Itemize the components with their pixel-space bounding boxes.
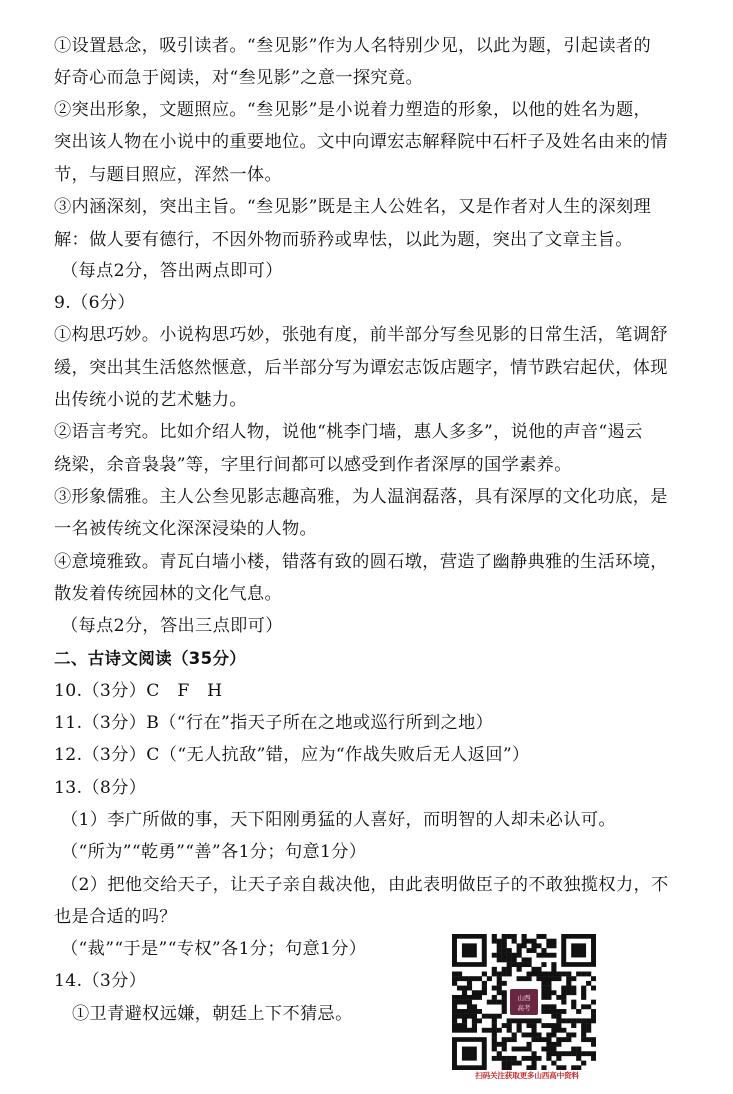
text-line: 绕梁，余音袅袅”等，字里行间都可以感受到作者深厚的国学素养。 (54, 455, 572, 475)
question-heading: 14.（3分） (54, 971, 147, 991)
text-line: ①卫青避权远嫌，朝廷上下不猜忌。 (72, 1004, 353, 1024)
text-line: ②语言考究。比如介绍人物，说他“桃李门墙，惠人多多”，说他的声音“遏云 (54, 422, 643, 442)
text-line: 也是合适的吗？ (54, 907, 177, 927)
text-line: （2）把他交给天子，让天子亲自裁决他，由此表明做臣子的不敢独揽权力，不 (61, 875, 669, 895)
question-heading: 11.（3分）B（“行在”指天子所在之地或巡行所到之地） (54, 713, 494, 733)
text-line: 散发着传统园林的文化气息。 (54, 584, 282, 604)
text-line: ①构思巧妙。小说构思巧妙，张弛有度，前半部分写叁见影的日常生活，笔调舒 (54, 325, 668, 345)
text-line: 缓，突出其生活悠然惬意，后半部分写为谭宏志饭店题字，情节跌宕起伏，体现 (54, 358, 668, 378)
text-line: （“所为”“乾勇”“善”各1分；句意1分） (61, 842, 367, 862)
text-line: ①设置悬念，吸引读者。“叁见影”作为人名特别少见，以此为题，引起读者的 (54, 36, 652, 56)
text-line: 节，与题目照应，浑然一体。 (54, 165, 282, 185)
question-heading: 9.（6分） (54, 293, 135, 313)
question-heading: 13.（8分） (54, 778, 147, 798)
text-line: 解：做人要有德行，不因外物而骄矜或卑怯，以此为题，突出了文章主旨。 (54, 230, 633, 250)
text-line: ③内涵深刻，突出主旨。“叁见影”既是主人公姓名，又是作者对人生的深刻理 (54, 197, 652, 217)
text-line: 一名被传统文化深深浸染的人物。 (54, 519, 318, 539)
question-heading: 10.（3分）C F H (54, 681, 223, 701)
qr-logo-text: 高考 (517, 1004, 531, 1012)
text-line: ③形象儒雅。主人公叁见影志趣高雅，为人温润磊落，具有深厚的文化功底，是 (54, 487, 668, 507)
text-line: （1）李广所做的事，天下阳刚勇猛的人喜好，而明智的人却未必认可。 (61, 810, 616, 830)
qr-caption: 扫码关注获取更多山西高中资料 (475, 1071, 579, 1080)
text-line: 出传统小说的艺术魅力。 (54, 390, 247, 410)
question-heading: 12.（3分）C（“无人抗敌”错，应为“作战失败后无人返回”） (54, 745, 530, 765)
text-line: 好奇心而急于阅读，对“叁见影”之意一探究竟。 (54, 68, 424, 88)
text-line: ④意境雅致。青瓦白墙小楼，错落有致的圆石墩，营造了幽静典雅的生活环境， (54, 552, 668, 572)
qr-code-icon[interactable] (452, 934, 596, 1070)
section-heading: 二、古诗文阅读（35分） (54, 649, 247, 668)
text-line: （每点2分，答出三点即可） (61, 616, 283, 636)
text-line: （“裁”“于是”“专权”各1分；句意1分） (61, 939, 367, 959)
text-line: ②突出形象，文题照应。“叁见影”是小说着力塑造的形象，以他的姓名为题， (54, 100, 652, 120)
text-line: （每点2分，答出两点即可） (61, 261, 283, 281)
qr-logo-text: 山西 (517, 994, 531, 1002)
text-line: 突出该人物在小说中的重要地位。文中向谭宏志解释院中石杆子及姓名由来的情 (54, 132, 668, 152)
